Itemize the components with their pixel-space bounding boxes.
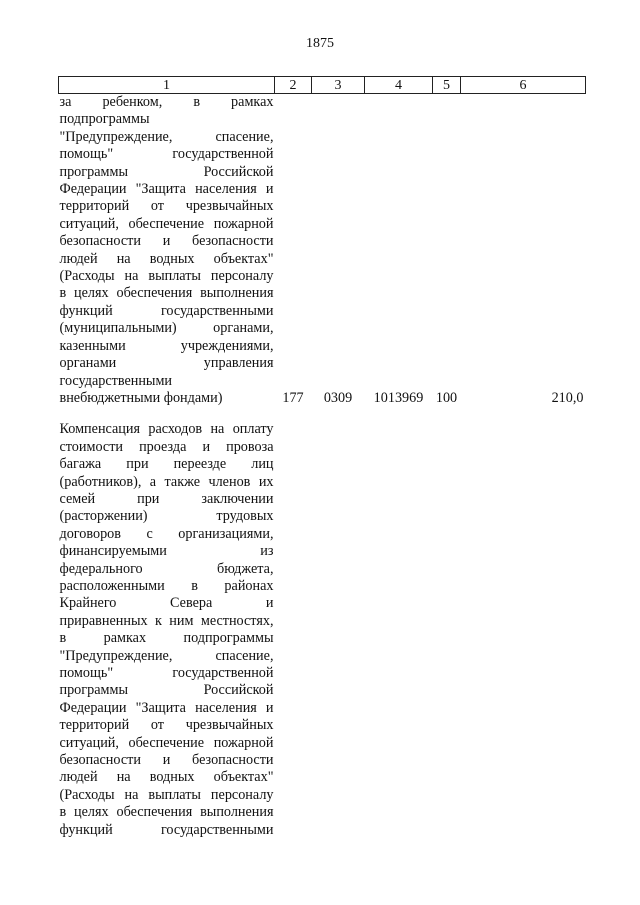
- desc-line: людей на водных объектах": [59, 769, 274, 786]
- desc-line: финансируемыми из: [59, 543, 274, 560]
- desc-line: (Расходы на выплаты персоналу: [59, 786, 274, 803]
- desc-line: стоимости проезда и провоза: [59, 438, 274, 455]
- desc-line: (расторжении) трудовых: [59, 508, 274, 525]
- desc-line: функций государственными: [59, 302, 274, 319]
- desc-line: Федерации "Защита населения и: [59, 181, 274, 198]
- desc-line: (работников), а также членов их: [59, 473, 274, 490]
- header-col-2: 2: [275, 77, 312, 94]
- cell-target-article: 1013969: [373, 389, 424, 406]
- desc-line: расположенными в районах: [59, 577, 274, 594]
- header-col-4: 4: [365, 77, 433, 94]
- desc-line: людей на водных объектах": [59, 250, 274, 267]
- desc-line: приравненных к ним местностях,: [59, 612, 274, 629]
- header-col-6: 6: [461, 77, 586, 94]
- desc-line: "Предупреждение, спасение,: [59, 128, 274, 145]
- row-description: [59, 421, 275, 839]
- desc-line: "Предупреждение, спасение,: [59, 647, 274, 664]
- desc-line: программы Российской: [59, 682, 274, 699]
- budget-table: [58, 76, 586, 839]
- desc-line: функций государственными: [59, 821, 274, 838]
- desc-line: органами управления: [59, 355, 274, 372]
- desc-line: семей при заключении: [59, 490, 274, 507]
- table-row: [59, 94, 586, 408]
- cell-section-code: 0309: [323, 389, 353, 406]
- desc-line: Федерации "Защита населения и: [59, 699, 274, 716]
- desc-line: помощь" государственной: [59, 146, 274, 163]
- desc-line: федерального бюджета,: [59, 560, 274, 577]
- desc-line: (муниципальными) органами,: [59, 320, 274, 337]
- header-col-5: 5: [433, 77, 461, 94]
- desc-line: программы Российской: [59, 163, 274, 180]
- row-description: [59, 94, 275, 408]
- desc-line: помощь" государственной: [59, 665, 274, 681]
- page-number: 1875: [306, 36, 334, 51]
- desc-line: в целях обеспечения выполнения: [59, 285, 274, 302]
- header-col-3: 3: [312, 77, 365, 94]
- row-spacer: [59, 407, 586, 421]
- desc-line: государственными: [59, 372, 173, 389]
- desc-line: безопасности и безопасности: [59, 752, 274, 769]
- desc-line: подпрограммы: [59, 111, 150, 128]
- desc-line: казенными учреждениями,: [59, 337, 274, 354]
- desc-line: внебюджетными фондами): [59, 389, 223, 406]
- table-row: [59, 421, 586, 839]
- desc-line: Компенсация расходов на оплату: [59, 421, 274, 438]
- desc-line: за ребенком, в рамках: [59, 94, 274, 110]
- desc-line: договоров с организациями,: [59, 525, 274, 542]
- header-col-1: 1: [59, 77, 275, 94]
- desc-line: ситуаций, обеспечение пожарной: [59, 734, 274, 751]
- header-row: [59, 77, 586, 94]
- desc-line: в рамках подпрограммы: [59, 630, 274, 647]
- cell-amount: 210,0: [551, 389, 584, 406]
- desc-line: территорий от чрезвычайных: [59, 717, 274, 734]
- desc-line: ситуаций, обеспечение пожарной: [59, 215, 274, 232]
- desc-line: безопасности и безопасности: [59, 233, 274, 250]
- cell-ministry-code: 177: [282, 389, 304, 406]
- desc-line: Крайнего Севера и: [59, 595, 274, 612]
- desc-line: территорий от чрезвычайных: [59, 198, 274, 215]
- cell-expense-type: 100: [435, 389, 458, 406]
- desc-line: в целях обеспечения выполнения: [59, 804, 274, 821]
- desc-line: (Расходы на выплаты персоналу: [59, 268, 274, 285]
- desc-line: багажа при переезде лиц: [59, 456, 274, 473]
